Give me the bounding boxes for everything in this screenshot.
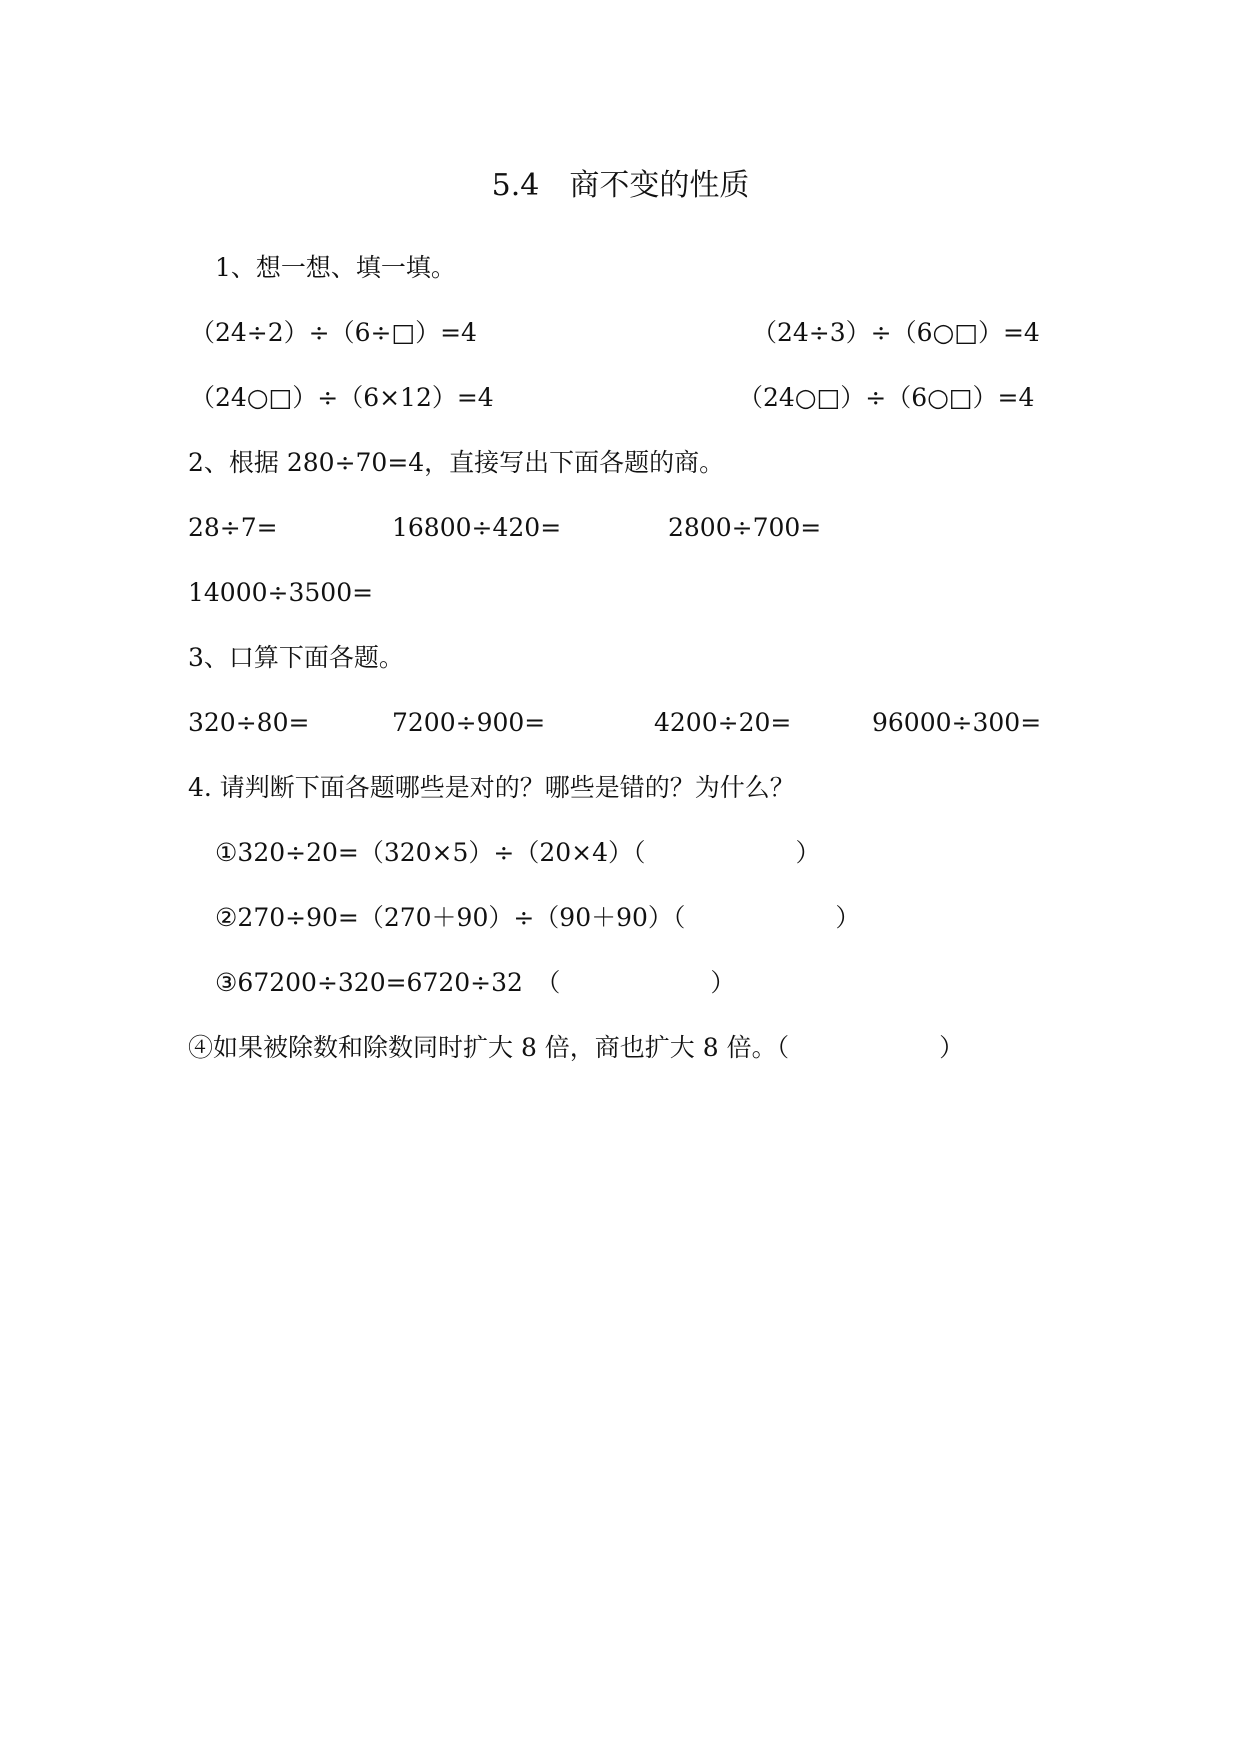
q3-item-2: 7200÷900= xyxy=(392,708,546,737)
q2-item-3: 2800÷700= xyxy=(668,513,822,542)
q2-item-4: 14000÷3500= xyxy=(188,578,374,607)
q1-item-3: （24○□）÷（6×12）=4 xyxy=(190,383,494,412)
q1-item-4: （24○□）÷（6○□）=4 xyxy=(738,383,1035,412)
q4-item-2: ②270÷90=（270＋90）÷（90＋90）（ ） xyxy=(215,903,861,932)
q1-item-2: （24÷3）÷（6○□）=4 xyxy=(752,318,1040,347)
q3-heading: 3、口算下面各题。 xyxy=(188,643,404,672)
q3-item-4: 96000÷300= xyxy=(872,708,1042,737)
q1-heading: 1、想一想、填一填。 xyxy=(215,253,456,282)
q2-item-1: 28÷7= xyxy=(188,513,278,542)
q2-heading: 2、根据 280÷70=4，直接写出下面各题的商。 xyxy=(188,448,725,477)
page-title: 5.4 商不变的性质 xyxy=(491,168,750,203)
q4-heading: 4. 请判断下面各题哪些是对的？哪些是错的？为什么？ xyxy=(188,773,795,802)
q3-item-3: 4200÷20= xyxy=(654,708,792,737)
q4-item-3: ③67200÷320=6720÷32 （ ） xyxy=(215,968,736,997)
q2-item-2: 16800÷420= xyxy=(392,513,562,542)
q1-item-1: （24÷2）÷（6÷□）=4 xyxy=(190,318,477,347)
q3-item-1: 320÷80= xyxy=(188,708,310,737)
q4-item-1: ①320÷20=（320×5）÷（20×4）（ ） xyxy=(215,838,821,867)
q4-item-4: ④如果被除数和除数同时扩大 8 倍，商也扩大 8 倍。（ ） xyxy=(188,1033,965,1062)
